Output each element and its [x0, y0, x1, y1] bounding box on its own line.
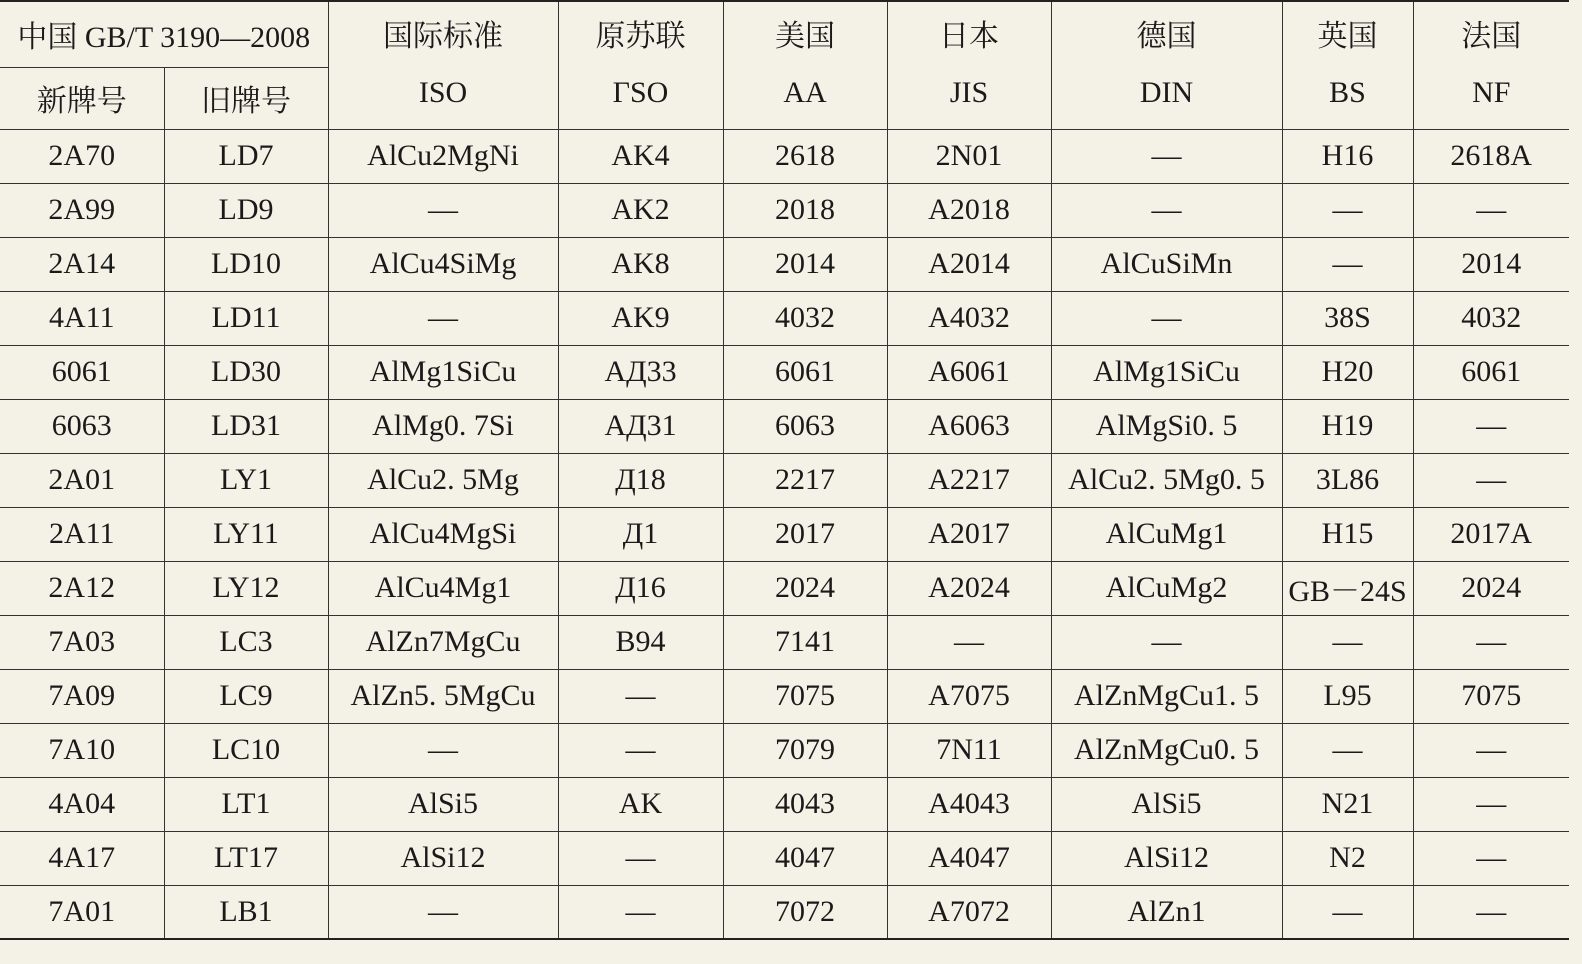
- table-body: [0, 129, 1569, 939]
- header-nf: [1413, 1, 1569, 129]
- iso-cell: AlCu4MgSi: [328, 507, 558, 561]
- bs-cell: —: [1282, 723, 1413, 777]
- header-country: 原苏联: [595, 20, 686, 54]
- header-country: 德国: [1136, 20, 1197, 54]
- jis-cell: A2217: [887, 453, 1051, 507]
- din-cell: AlZnMgCu1. 5: [1051, 669, 1282, 723]
- table-row: [0, 129, 1569, 183]
- aa-cell: 4047: [723, 831, 887, 885]
- aa-cell: 2014: [723, 237, 887, 291]
- table-row: [0, 615, 1569, 669]
- iso-cell: AlSi12: [328, 831, 558, 885]
- iso-cell: AlMg1SiCu: [328, 345, 558, 399]
- header-old-grade: 旧牌号: [164, 67, 328, 129]
- old-grade-cell: LC10: [164, 723, 328, 777]
- aa-cell: 2017: [723, 507, 887, 561]
- table-row: [0, 453, 1569, 507]
- aa-cell: 2018: [723, 183, 887, 237]
- header-country: 法国: [1461, 20, 1522, 54]
- nf-cell: 2014: [1413, 237, 1569, 291]
- nf-cell: —: [1413, 831, 1569, 885]
- header-new-grade: 新牌号: [0, 67, 164, 129]
- new-grade-cell: 6061: [0, 345, 164, 399]
- aa-cell: 7141: [723, 615, 887, 669]
- din-cell: AlZn1: [1051, 885, 1282, 939]
- aa-cell: 6061: [723, 345, 887, 399]
- din-cell: —: [1051, 615, 1282, 669]
- header-standard: BS: [1329, 76, 1366, 110]
- header-standard: ΓSO: [612, 76, 669, 110]
- nf-cell: 6061: [1413, 345, 1569, 399]
- header-country: 美国: [775, 20, 836, 54]
- din-cell: AlCu2. 5Mg0. 5: [1051, 453, 1282, 507]
- nf-cell: —: [1413, 615, 1569, 669]
- din-cell: AlCuSiMn: [1051, 237, 1282, 291]
- nf-cell: —: [1413, 723, 1569, 777]
- bs-cell: L95: [1282, 669, 1413, 723]
- aa-cell: 4043: [723, 777, 887, 831]
- bs-cell: H20: [1282, 345, 1413, 399]
- gso-cell: —: [558, 723, 723, 777]
- bs-cell: —: [1282, 183, 1413, 237]
- old-grade-cell: LB1: [164, 885, 328, 939]
- header-standard: ISO: [418, 76, 468, 110]
- gso-cell: AK4: [558, 129, 723, 183]
- nf-cell: 2618A: [1413, 129, 1569, 183]
- aa-cell: 7079: [723, 723, 887, 777]
- nf-cell: —: [1413, 183, 1569, 237]
- nf-cell: 4032: [1413, 291, 1569, 345]
- aa-cell: 7072: [723, 885, 887, 939]
- gso-cell: Д18: [558, 453, 723, 507]
- din-cell: —: [1051, 183, 1282, 237]
- iso-cell: —: [328, 291, 558, 345]
- old-grade-cell: LY12: [164, 561, 328, 615]
- iso-cell: AlCu4Mg1: [328, 561, 558, 615]
- bs-cell: N2: [1282, 831, 1413, 885]
- header-din: [1051, 1, 1282, 129]
- jis-cell: A2024: [887, 561, 1051, 615]
- iso-cell: AlCu2MgNi: [328, 129, 558, 183]
- jis-cell: A4032: [887, 291, 1051, 345]
- gso-cell: AK9: [558, 291, 723, 345]
- jis-cell: A2014: [887, 237, 1051, 291]
- gso-cell: АД31: [558, 399, 723, 453]
- iso-cell: —: [328, 723, 558, 777]
- old-grade-cell: LD30: [164, 345, 328, 399]
- new-grade-cell: 2A11: [0, 507, 164, 561]
- din-cell: AlMg1SiCu: [1051, 345, 1282, 399]
- new-grade-cell: 7A03: [0, 615, 164, 669]
- new-grade-cell: 2A14: [0, 237, 164, 291]
- nf-cell: —: [1413, 453, 1569, 507]
- old-grade-cell: LC9: [164, 669, 328, 723]
- nf-cell: 7075: [1413, 669, 1569, 723]
- new-grade-cell: 4A11: [0, 291, 164, 345]
- header-aa: [723, 1, 887, 129]
- iso-cell: AlSi5: [328, 777, 558, 831]
- nf-cell: —: [1413, 399, 1569, 453]
- old-grade-cell: LD31: [164, 399, 328, 453]
- old-grade-cell: LD7: [164, 129, 328, 183]
- header-country: 日本: [939, 20, 1000, 54]
- new-grade-cell: 4A17: [0, 831, 164, 885]
- table-row: [0, 399, 1569, 453]
- gso-cell: AK8: [558, 237, 723, 291]
- bs-cell: GB－24S: [1282, 561, 1413, 615]
- aa-cell: 6063: [723, 399, 887, 453]
- bs-cell: —: [1282, 885, 1413, 939]
- old-grade-cell: LY1: [164, 453, 328, 507]
- header-standard: AA: [783, 76, 827, 110]
- din-cell: AlSi5: [1051, 777, 1282, 831]
- old-grade-cell: LT17: [164, 831, 328, 885]
- jis-cell: A6063: [887, 399, 1051, 453]
- new-grade-cell: 7A10: [0, 723, 164, 777]
- jis-cell: 2N01: [887, 129, 1051, 183]
- aa-cell: 7075: [723, 669, 887, 723]
- iso-cell: —: [328, 183, 558, 237]
- bs-cell: —: [1282, 237, 1413, 291]
- table-row: [0, 507, 1569, 561]
- old-grade-cell: LC3: [164, 615, 328, 669]
- gso-cell: —: [558, 831, 723, 885]
- din-cell: AlCuMg1: [1051, 507, 1282, 561]
- new-grade-cell: 2A99: [0, 183, 164, 237]
- nf-cell: 2024: [1413, 561, 1569, 615]
- header-country: 国际标准: [383, 20, 504, 54]
- header-jis: [887, 1, 1051, 129]
- table-row: [0, 885, 1569, 939]
- iso-cell: —: [328, 885, 558, 939]
- din-cell: —: [1051, 129, 1282, 183]
- gso-cell: AK2: [558, 183, 723, 237]
- aa-cell: 2024: [723, 561, 887, 615]
- table-row: [0, 237, 1569, 291]
- new-grade-cell: 2A70: [0, 129, 164, 183]
- gso-cell: —: [558, 885, 723, 939]
- new-grade-cell: 7A09: [0, 669, 164, 723]
- header-iso: [328, 1, 558, 129]
- gso-cell: АД33: [558, 345, 723, 399]
- aa-cell: 2217: [723, 453, 887, 507]
- gb-standard-header: 中国 GB/T 3190—2008: [0, 1, 328, 67]
- table-row: [0, 561, 1569, 615]
- header-standard: JIS: [949, 76, 989, 110]
- gso-cell: —: [558, 669, 723, 723]
- table-row: [0, 777, 1569, 831]
- old-grade-cell: LY11: [164, 507, 328, 561]
- jis-cell: A7075: [887, 669, 1051, 723]
- old-grade-cell: LT1: [164, 777, 328, 831]
- bs-cell: H16: [1282, 129, 1413, 183]
- jis-cell: A7072: [887, 885, 1051, 939]
- bs-cell: —: [1282, 615, 1413, 669]
- jis-cell: 7N11: [887, 723, 1051, 777]
- jis-cell: A4043: [887, 777, 1051, 831]
- iso-cell: AlCu2. 5Mg: [328, 453, 558, 507]
- din-cell: —: [1051, 291, 1282, 345]
- nf-cell: 2017A: [1413, 507, 1569, 561]
- din-cell: AlZnMgCu0. 5: [1051, 723, 1282, 777]
- header-bs: [1282, 1, 1413, 129]
- jis-cell: A2017: [887, 507, 1051, 561]
- table-header: [0, 1, 1569, 129]
- new-grade-cell: 2A12: [0, 561, 164, 615]
- bs-cell: 3L86: [1282, 453, 1413, 507]
- header-country: 英国: [1317, 20, 1378, 54]
- iso-cell: AlZn7MgCu: [328, 615, 558, 669]
- new-grade-cell: 6063: [0, 399, 164, 453]
- table-row: [0, 723, 1569, 777]
- jis-cell: —: [887, 615, 1051, 669]
- jis-cell: A4047: [887, 831, 1051, 885]
- jis-cell: A2018: [887, 183, 1051, 237]
- table-row: [0, 345, 1569, 399]
- aa-cell: 2618: [723, 129, 887, 183]
- din-cell: AlSi12: [1051, 831, 1282, 885]
- table-row: [0, 669, 1569, 723]
- table-row: [0, 183, 1569, 237]
- gso-cell: Д1: [558, 507, 723, 561]
- header-standard: DIN: [1139, 76, 1194, 110]
- bs-cell: 38S: [1282, 291, 1413, 345]
- table-row: [0, 291, 1569, 345]
- new-grade-cell: 2A01: [0, 453, 164, 507]
- gso-cell: AK: [558, 777, 723, 831]
- aa-cell: 4032: [723, 291, 887, 345]
- nf-cell: —: [1413, 885, 1569, 939]
- new-grade-cell: 7A01: [0, 885, 164, 939]
- gso-cell: Д16: [558, 561, 723, 615]
- gso-cell: B94: [558, 615, 723, 669]
- bs-cell: N21: [1282, 777, 1413, 831]
- nf-cell: —: [1413, 777, 1569, 831]
- old-grade-cell: LD11: [164, 291, 328, 345]
- iso-cell: AlCu4SiMg: [328, 237, 558, 291]
- new-grade-cell: 4A04: [0, 777, 164, 831]
- old-grade-cell: LD9: [164, 183, 328, 237]
- bs-cell: H19: [1282, 399, 1413, 453]
- jis-cell: A6061: [887, 345, 1051, 399]
- bs-cell: H15: [1282, 507, 1413, 561]
- old-grade-cell: LD10: [164, 237, 328, 291]
- iso-cell: AlMg0. 7Si: [328, 399, 558, 453]
- header-standard: NF: [1472, 76, 1511, 110]
- din-cell: AlCuMg2: [1051, 561, 1282, 615]
- din-cell: AlMgSi0. 5: [1051, 399, 1282, 453]
- iso-cell: AlZn5. 5MgCu: [328, 669, 558, 723]
- table-row: [0, 831, 1569, 885]
- header-gso: [558, 1, 723, 129]
